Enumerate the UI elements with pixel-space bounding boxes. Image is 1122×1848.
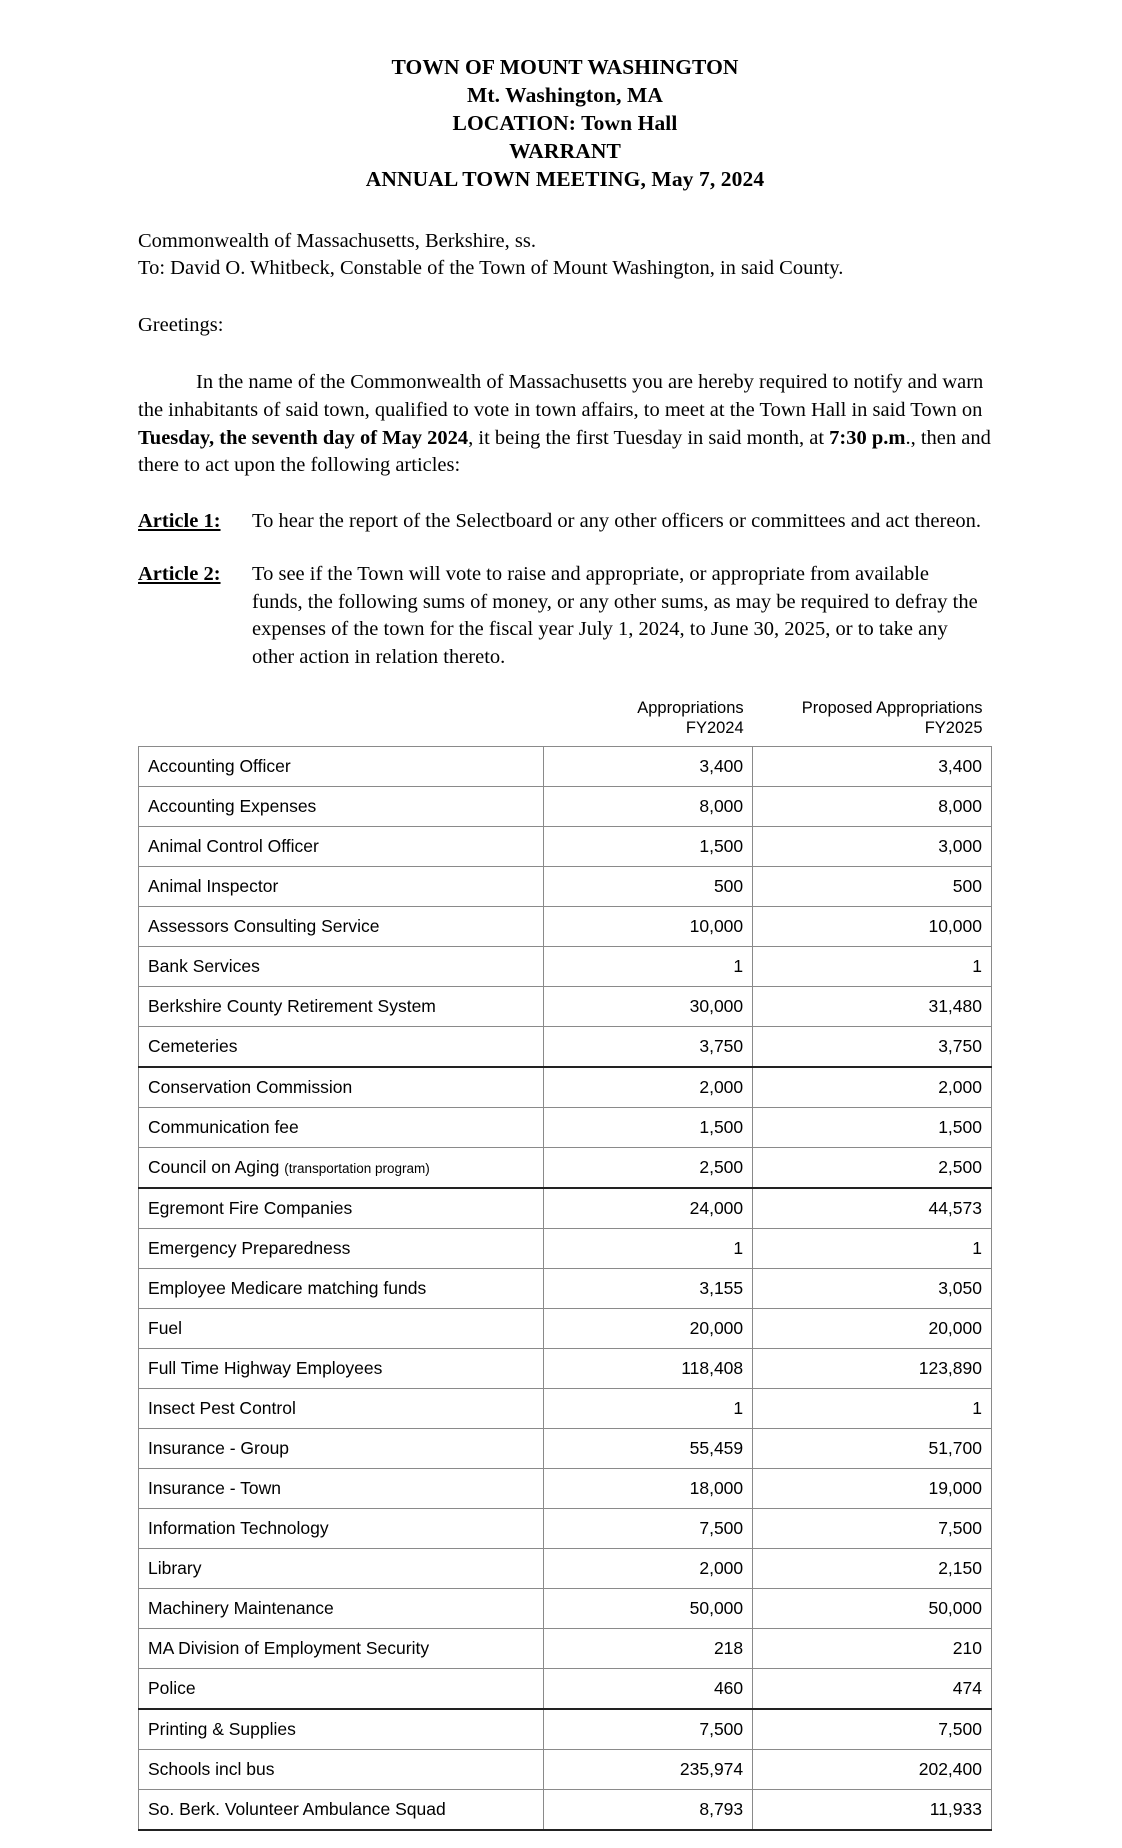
budget-item-label: Bank Services [148, 956, 260, 976]
budget-item-name [139, 827, 544, 867]
budget-item-label: Cemeteries [148, 1036, 238, 1056]
budget-amount-fy2024: 235,974 [544, 1750, 753, 1790]
budget-amount-fy2025: 1 [753, 947, 992, 987]
table-row [139, 1549, 992, 1589]
header-fy2024-line2: FY2024 [685, 719, 744, 738]
intro-text-part2: , it being the first Tuesday in said month, at [468, 426, 830, 449]
budget-item-label: So. Berk. Volunteer Ambulance Squad [148, 1799, 446, 1819]
budget-amount-fy2024: 20,000 [544, 1309, 753, 1349]
budget-item-name [139, 1027, 544, 1068]
budget-amount-fy2024: 2,000 [544, 1549, 753, 1589]
article-2 [138, 561, 992, 671]
budget-amount-fy2025: 500 [753, 867, 992, 907]
budget-amount-fy2024: 218 [544, 1629, 753, 1669]
table-row [139, 1067, 992, 1108]
budget-item-name [139, 1589, 544, 1629]
address-block [138, 228, 992, 283]
budget-item-name [139, 1669, 544, 1710]
budget-amount-fy2025: 2,150 [753, 1549, 992, 1589]
budget-amount-fy2024: 2,000 [544, 1067, 753, 1108]
budget-item-label: Animal Inspector [148, 876, 279, 896]
greeting-line: Greetings: [138, 314, 224, 337]
table-row [139, 1389, 992, 1429]
budget-item-name [139, 987, 544, 1027]
budget-amount-fy2025: 474 [753, 1669, 992, 1710]
table-row [139, 867, 992, 907]
budget-amount-fy2024: 3,750 [544, 1027, 753, 1068]
budget-item-name [139, 1509, 544, 1549]
budget-item-label: Emergency Preparedness [148, 1238, 351, 1258]
budget-amount-fy2025: 50,000 [753, 1589, 992, 1629]
budget-item-label: Information Technology [148, 1518, 329, 1538]
table-row [139, 1589, 992, 1629]
budget-amount-fy2024: 500 [544, 867, 753, 907]
budget-item-name [139, 787, 544, 827]
budget-amount-fy2025: 7,500 [753, 1509, 992, 1549]
header-line-location: LOCATION: Town Hall [452, 110, 678, 135]
budget-amount-fy2025: 3,050 [753, 1269, 992, 1309]
commonwealth-line: Commonwealth of Massachusetts, Berkshire, ss. [138, 229, 536, 252]
budget-amount-fy2024: 7,500 [544, 1509, 753, 1549]
intro-text-part3: ., then and there to act upon the following articles: [138, 426, 991, 477]
table-row [139, 1469, 992, 1509]
budget-amount-fy2025: 210 [753, 1629, 992, 1669]
budget-item-name [139, 1389, 544, 1429]
budget-amount-fy2024: 10,000 [544, 907, 753, 947]
budget-amount-fy2025: 1 [753, 1229, 992, 1269]
table-row [139, 1790, 992, 1831]
budget-item-label: Machinery Maintenance [148, 1598, 334, 1618]
table-row [139, 1669, 992, 1710]
budget-amount-fy2024: 1,500 [544, 827, 753, 867]
budget-amount-fy2025: 1 [753, 1389, 992, 1429]
table-row [139, 947, 992, 987]
budget-item-name [139, 907, 544, 947]
budget-item-label: Egremont Fire Companies [148, 1198, 353, 1218]
budget-amount-fy2025: 8,000 [753, 787, 992, 827]
header-line-place: Mt. Washington, MA [466, 82, 664, 107]
budget-amount-fy2025: 11,933 [753, 1790, 992, 1831]
budget-amount-fy2025: 44,573 [753, 1188, 992, 1229]
budget-table [138, 698, 992, 1832]
budget-item-name [139, 1349, 544, 1389]
budget-item-name [139, 1709, 544, 1750]
budget-item-label: Printing & Supplies [148, 1719, 296, 1739]
budget-item-name [139, 867, 544, 907]
article-2-text: To see if the Town will vote to raise and appropriate, or appropriate from available funds, the following sums of money, or any other sums, as may be required to defray the expenses of the town for the fiscal year July 1, 2024, to June 30, 2025, or to take any other action in relation thereto. [252, 563, 978, 668]
budget-amount-fy2024: 460 [544, 1669, 753, 1710]
budget-item-name [139, 747, 544, 787]
budget-item-label: Berkshire County Retirement System [148, 996, 436, 1016]
table-row [139, 907, 992, 947]
budget-amount-fy2025: 20,000 [753, 1309, 992, 1349]
article-1-text: To hear the report of the Selectboard or any other officers or committees and act thereon. [252, 509, 982, 532]
header-fy2025-line1: Proposed Appropriations [801, 698, 983, 717]
budget-amount-fy2025: 1,500 [753, 1108, 992, 1148]
budget-item-label: Full Time Highway Employees [148, 1358, 383, 1378]
budget-item-name [139, 1429, 544, 1469]
budget-amount-fy2025: 123,890 [753, 1349, 992, 1389]
header-item-blank [139, 698, 544, 747]
table-row [139, 1188, 992, 1229]
budget-item-label: Insurance - Group [148, 1438, 290, 1458]
budget-amount-fy2024: 118,408 [544, 1349, 753, 1389]
budget-amount-fy2024: 18,000 [544, 1469, 753, 1509]
header-line-town: TOWN OF MOUNT WASHINGTON [391, 55, 739, 79]
budget-amount-fy2025: 2,500 [753, 1148, 992, 1189]
budget-item-label: Insurance - Town [148, 1478, 281, 1498]
budget-item-name [139, 1108, 544, 1148]
budget-item-name [139, 1229, 544, 1269]
header-fy2024-line1: Appropriations [637, 698, 744, 717]
budget-item-label: Library [148, 1558, 202, 1578]
budget-item-label: Council on Aging [148, 1157, 285, 1177]
table-row [139, 1509, 992, 1549]
header-line-warrant: WARRANT [509, 138, 621, 163]
budget-amount-fy2025: 3,750 [753, 1027, 992, 1068]
budget-amount-fy2024: 8,000 [544, 787, 753, 827]
table-row [139, 747, 992, 787]
budget-item-label: Conservation Commission [148, 1077, 353, 1097]
budget-item-name [139, 1309, 544, 1349]
article-1-label: Article 1: [138, 509, 221, 532]
table-row [139, 1027, 992, 1068]
budget-amount-fy2024: 2,500 [544, 1148, 753, 1189]
budget-amount-fy2024: 8,793 [544, 1790, 753, 1831]
article-1 [138, 508, 992, 536]
table-row [139, 1229, 992, 1269]
budget-amount-fy2024: 7,500 [544, 1709, 753, 1750]
budget-amount-fy2025: 202,400 [753, 1750, 992, 1790]
budget-item-note: (transportation program) [284, 1161, 430, 1176]
budget-amount-fy2025: 31,480 [753, 987, 992, 1027]
budget-item-label: Accounting Officer [148, 756, 291, 776]
budget-header-row [139, 698, 992, 747]
budget-item-label: Insect Pest Control [148, 1398, 296, 1418]
budget-amount-fy2024: 55,459 [544, 1429, 753, 1469]
budget-amount-fy2024: 1,500 [544, 1108, 753, 1148]
budget-amount-fy2025: 3,000 [753, 827, 992, 867]
budget-amount-fy2025: 10,000 [753, 907, 992, 947]
budget-table-body [139, 747, 992, 1831]
document-header [138, 54, 992, 194]
intro-text-part1: In the name of the Commonwealth of Massachusetts you are hereby required to notify and warn the inhabitants of said town, qualified to vote in town affairs, to meet at the Town Hall in said Town on [138, 371, 984, 421]
budget-item-label: Assessors Consulting Service [148, 916, 380, 936]
intro-bold-date: Tuesday, the seventh day of May 2024 [138, 426, 469, 449]
budget-item-name [139, 947, 544, 987]
table-row [139, 987, 992, 1027]
article-2-label: Article 2: [138, 563, 221, 586]
budget-amount-fy2024: 1 [544, 947, 753, 987]
header-fy2025-line2: FY2025 [924, 719, 983, 738]
budget-item-label: Accounting Expenses [148, 796, 317, 816]
budget-item-label: Police [148, 1678, 196, 1698]
budget-item-label: Schools incl bus [148, 1759, 275, 1779]
budget-item-name [139, 1269, 544, 1309]
table-row [139, 1429, 992, 1469]
budget-amount-fy2024: 3,400 [544, 747, 753, 787]
budget-amount-fy2025: 19,000 [753, 1469, 992, 1509]
budget-item-label: Animal Control Officer [148, 836, 319, 856]
budget-item-label: Employee Medicare matching funds [148, 1278, 427, 1298]
budget-amount-fy2025: 51,700 [753, 1429, 992, 1469]
budget-amount-fy2024: 30,000 [544, 987, 753, 1027]
budget-item-label: Communication fee [148, 1117, 299, 1137]
table-row [139, 787, 992, 827]
budget-amount-fy2024: 50,000 [544, 1589, 753, 1629]
table-row [139, 1108, 992, 1148]
budget-amount-fy2025: 7,500 [753, 1709, 992, 1750]
table-row [139, 1750, 992, 1790]
table-row [139, 827, 992, 867]
intro-bold-time: 7:30 p.m [829, 426, 906, 449]
table-row [139, 1269, 992, 1309]
budget-item-name [139, 1750, 544, 1790]
table-row [139, 1349, 992, 1389]
budget-amount-fy2024: 3,155 [544, 1269, 753, 1309]
header-fy2024 [544, 698, 753, 747]
budget-amount-fy2024: 1 [544, 1229, 753, 1269]
budget-amount-fy2025: 2,000 [753, 1067, 992, 1108]
budget-table-container [138, 698, 992, 1832]
header-fy2025 [753, 698, 992, 747]
budget-item-label: MA Division of Employment Security [148, 1638, 430, 1658]
constable-line: To: David O. Whitbeck, Constable of the Town of Mount Washington, in said County. [138, 256, 844, 279]
budget-amount-fy2024: 24,000 [544, 1188, 753, 1229]
budget-item-name [139, 1067, 544, 1108]
intro-paragraph [138, 369, 992, 479]
budget-item-name [139, 1148, 544, 1189]
budget-item-name [139, 1549, 544, 1589]
header-line-meeting: ANNUAL TOWN MEETING, May 7, 2024 [365, 166, 765, 191]
table-row [139, 1309, 992, 1349]
budget-amount-fy2024: 1 [544, 1389, 753, 1429]
budget-item-name [139, 1790, 544, 1831]
budget-amount-fy2025: 3,400 [753, 747, 992, 787]
budget-item-name [139, 1629, 544, 1669]
budget-item-name [139, 1469, 544, 1509]
table-row [139, 1709, 992, 1750]
budget-table-head [139, 698, 992, 747]
table-row [139, 1148, 992, 1189]
budget-item-label: Fuel [148, 1318, 183, 1338]
budget-item-name [139, 1188, 544, 1229]
table-row [139, 1629, 992, 1669]
